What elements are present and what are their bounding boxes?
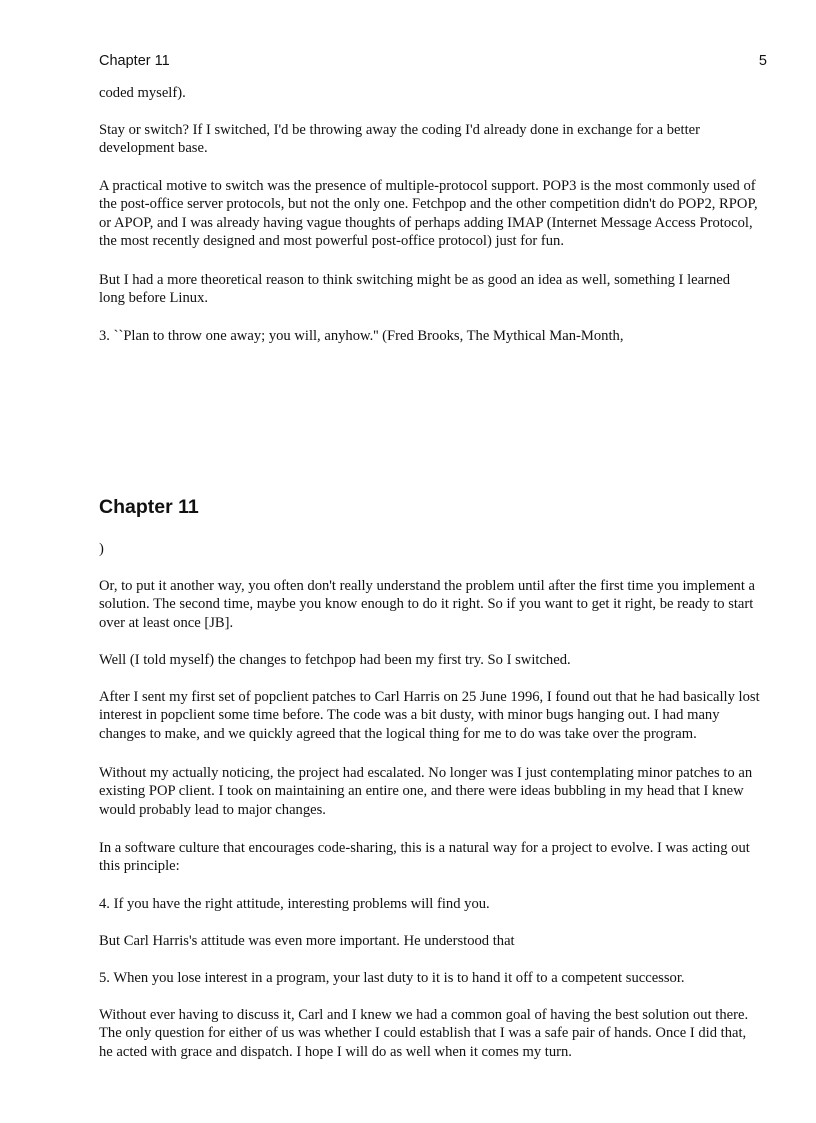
header-chapter-label: Chapter 11 (99, 53, 170, 69)
paragraph: coded myself). (99, 85, 186, 101)
paragraph: A practical motive to switch was the presence of multiple-protocol support. POP3 is the most commonly used of the post-office server protocols, but not the only one. Fetchpop and the other competition didn't do POP2, RPOP, or APOP, and I was already having vague thoughts of perhaps adding IMAP (Internet Message Access Protocol, the most recently designed and most powerful post-office protocol) just for fun. (99, 178, 758, 249)
paragraph: In a software culture that encourages code-sharing, this is a natural way for a project to evolve. I was acting out this principle: (99, 840, 750, 875)
paragraph: Stay or switch? If I switched, I'd be throwing away the coding I'd already done in exchange for a better development base. (99, 122, 700, 157)
paragraph: 5. When you lose interest in a program, your last duty to it is to hand it off to a competent successor. (99, 970, 685, 986)
paragraph: Well (I told myself) the changes to fetchpop had been my first try. So I switched. (99, 652, 571, 668)
chapter-heading: Chapter 11 (99, 496, 199, 518)
paragraph: Without my actually noticing, the project had escalated. No longer was I just contemplating minor patches to an existing POP client. I took on maintaining an entire one, and there were ideas bubbling in my head that I knew would probably lead to major changes. (99, 765, 753, 818)
paragraph: But I had a more theoretical reason to think switching might be as good an idea as well, something I learned long before Linux. (99, 272, 731, 307)
paragraph: But Carl Harris's attitude was even more important. He understood that (99, 933, 515, 949)
paragraph: ) (99, 541, 104, 557)
paragraph: 3. ``Plan to throw one away; you will, anyhow.'' (Fred Brooks, The Mythical Man-Month, (99, 328, 624, 344)
paragraph: Or, to put it another way, you often don't really understand the problem until after the first time you implement a solution. The second time, maybe you know enough to do it right. So if you want to get it right, be ready to start over at least once [JB]. (99, 578, 756, 631)
paragraph: 4. If you have the right attitude, interesting problems will find you. (99, 896, 490, 912)
paragraph: Without ever having to discuss it, Carl and I knew we had a common goal of having the best solution out there. The only question for either of us was whether I could establish that I was a safe pair of hands. Once I did that, he acted with grace and dispatch. I hope I will do as well when it comes my turn. (99, 1007, 749, 1060)
paragraph: After I sent my first set of popclient patches to Carl Harris on 25 June 1996, I found out that he had basically lost interest in popclient some time before. The code was a bit dusty, with minor bugs hanging out. I had many changes to make, and we quickly agreed that the logical thing for me to do was take over the program. (99, 689, 760, 742)
running-header (99, 53, 767, 71)
page-number: 5 (758, 53, 767, 69)
